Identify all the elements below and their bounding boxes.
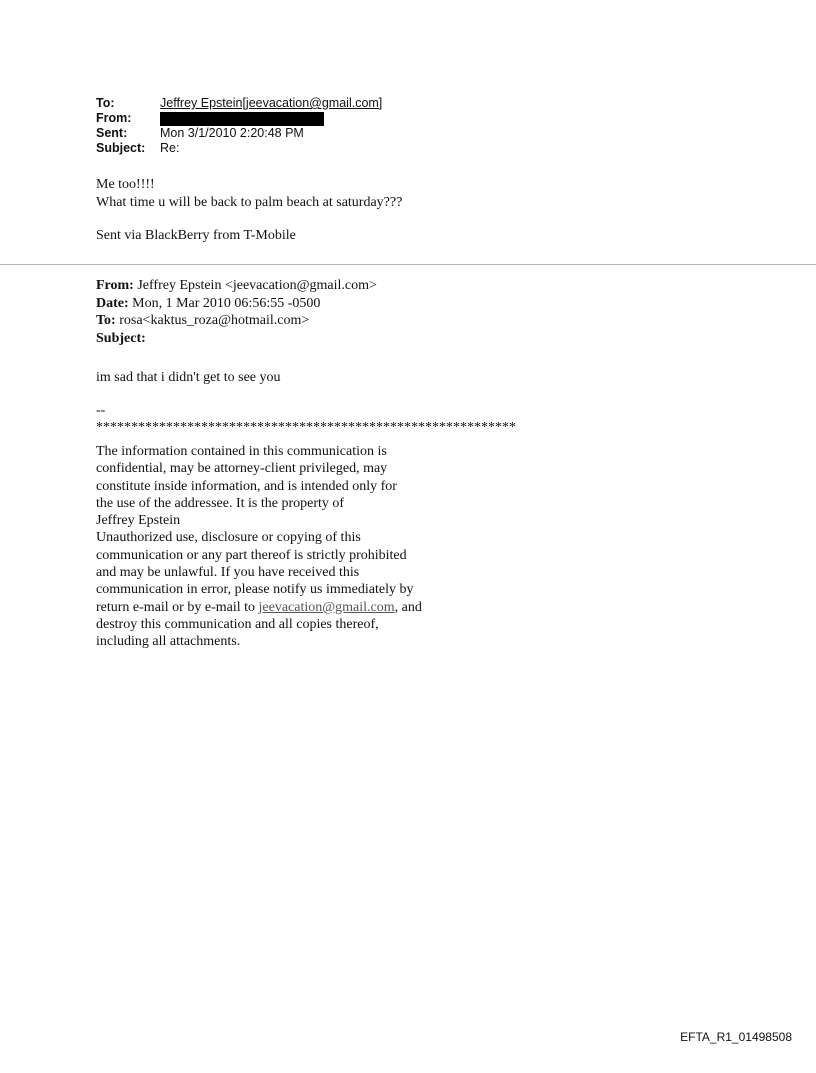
reply-line-2: What time u will be back to palm beach at saturday??? — [96, 195, 403, 210]
subject-value: Re: — [160, 141, 180, 155]
disclaimer-line: including all attachments. — [96, 634, 241, 650]
disclaimer-line: Jeffrey Epstein — [96, 513, 181, 529]
sent-value: Mon 3/1/2010 2:20:48 PM — [160, 126, 304, 140]
disclaimer-line: destroy this communication and all copies thereof, — [96, 616, 379, 632]
disclaimer-line-with-link — [96, 599, 516, 616]
orig-from-value: Jeffrey Epstein <jeevacation@gmail.com> — [137, 278, 377, 293]
email-link[interactable]: jeevacation@gmail.com — [258, 599, 395, 615]
reply-line-1: Me too!!!! — [96, 177, 155, 192]
disclaimer-line: Unauthorized use, disclosure or copying of this — [96, 530, 361, 546]
disclaimer-line: confidential, may be attorney-client privileged, may — [96, 461, 388, 477]
orig-to-label: To: — [96, 313, 116, 328]
from-label: From: — [96, 111, 132, 125]
reply-signature: Sent via BlackBerry from T-Mobile — [96, 228, 296, 243]
redaction-bar — [160, 112, 324, 126]
reply-body — [96, 176, 402, 212]
to-value: Jeffrey Epstein[jeevacation@gmail.com] — [160, 96, 383, 110]
sent-label: Sent: — [96, 126, 128, 140]
orig-date-value: Mon, 1 Mar 2010 06:56:55 -0500 — [132, 295, 321, 311]
subject-label: Subject: — [96, 141, 146, 155]
orig-from-row — [96, 277, 377, 295]
disclaimer-line: the use of the addressee. It is the property of — [96, 495, 345, 511]
disclaimer-line: and may be unlawful. If you have received this — [96, 565, 360, 581]
header-from-row — [96, 111, 382, 126]
disclaimer-link-prefix: return e-mail or by e-mail to — [96, 599, 259, 615]
disclaimer-line: communication or any part thereof is strictly prohibited — [96, 547, 407, 563]
message-separator — [0, 264, 816, 265]
header-to-row — [96, 96, 382, 111]
orig-subject-label: Subject: — [96, 330, 146, 346]
confidentiality-disclaimer — [96, 443, 516, 651]
orig-to-value: rosa<kaktus_roza@hotmail.com> — [119, 313, 310, 328]
bates-number: EFTA_R1_01498508 — [680, 1030, 792, 1044]
asterisk-divider: ************************************************************ — [96, 420, 516, 435]
disclaimer-line: The information contained in this communication is — [96, 444, 387, 459]
original-message-body: im sad that i didn't get to see you — [96, 370, 281, 385]
header-sent-row — [96, 126, 382, 141]
disclaimer-line: constitute inside information, and is intended only for — [96, 478, 397, 494]
orig-to-row — [96, 312, 377, 330]
to-label: To: — [96, 96, 115, 110]
orig-date-row — [96, 295, 377, 313]
orig-subject-row — [96, 330, 377, 348]
orig-date-label: Date: — [96, 295, 129, 311]
header-subject-row — [96, 141, 382, 156]
email-header — [96, 96, 382, 156]
original-message-header — [96, 277, 377, 347]
disclaimer-link-suffix: , and — [394, 599, 422, 615]
signature-dashes: -- — [96, 403, 106, 418]
orig-from-label: From: — [96, 278, 134, 293]
disclaimer-line: communication in error, please notify us immediately by — [96, 582, 414, 598]
